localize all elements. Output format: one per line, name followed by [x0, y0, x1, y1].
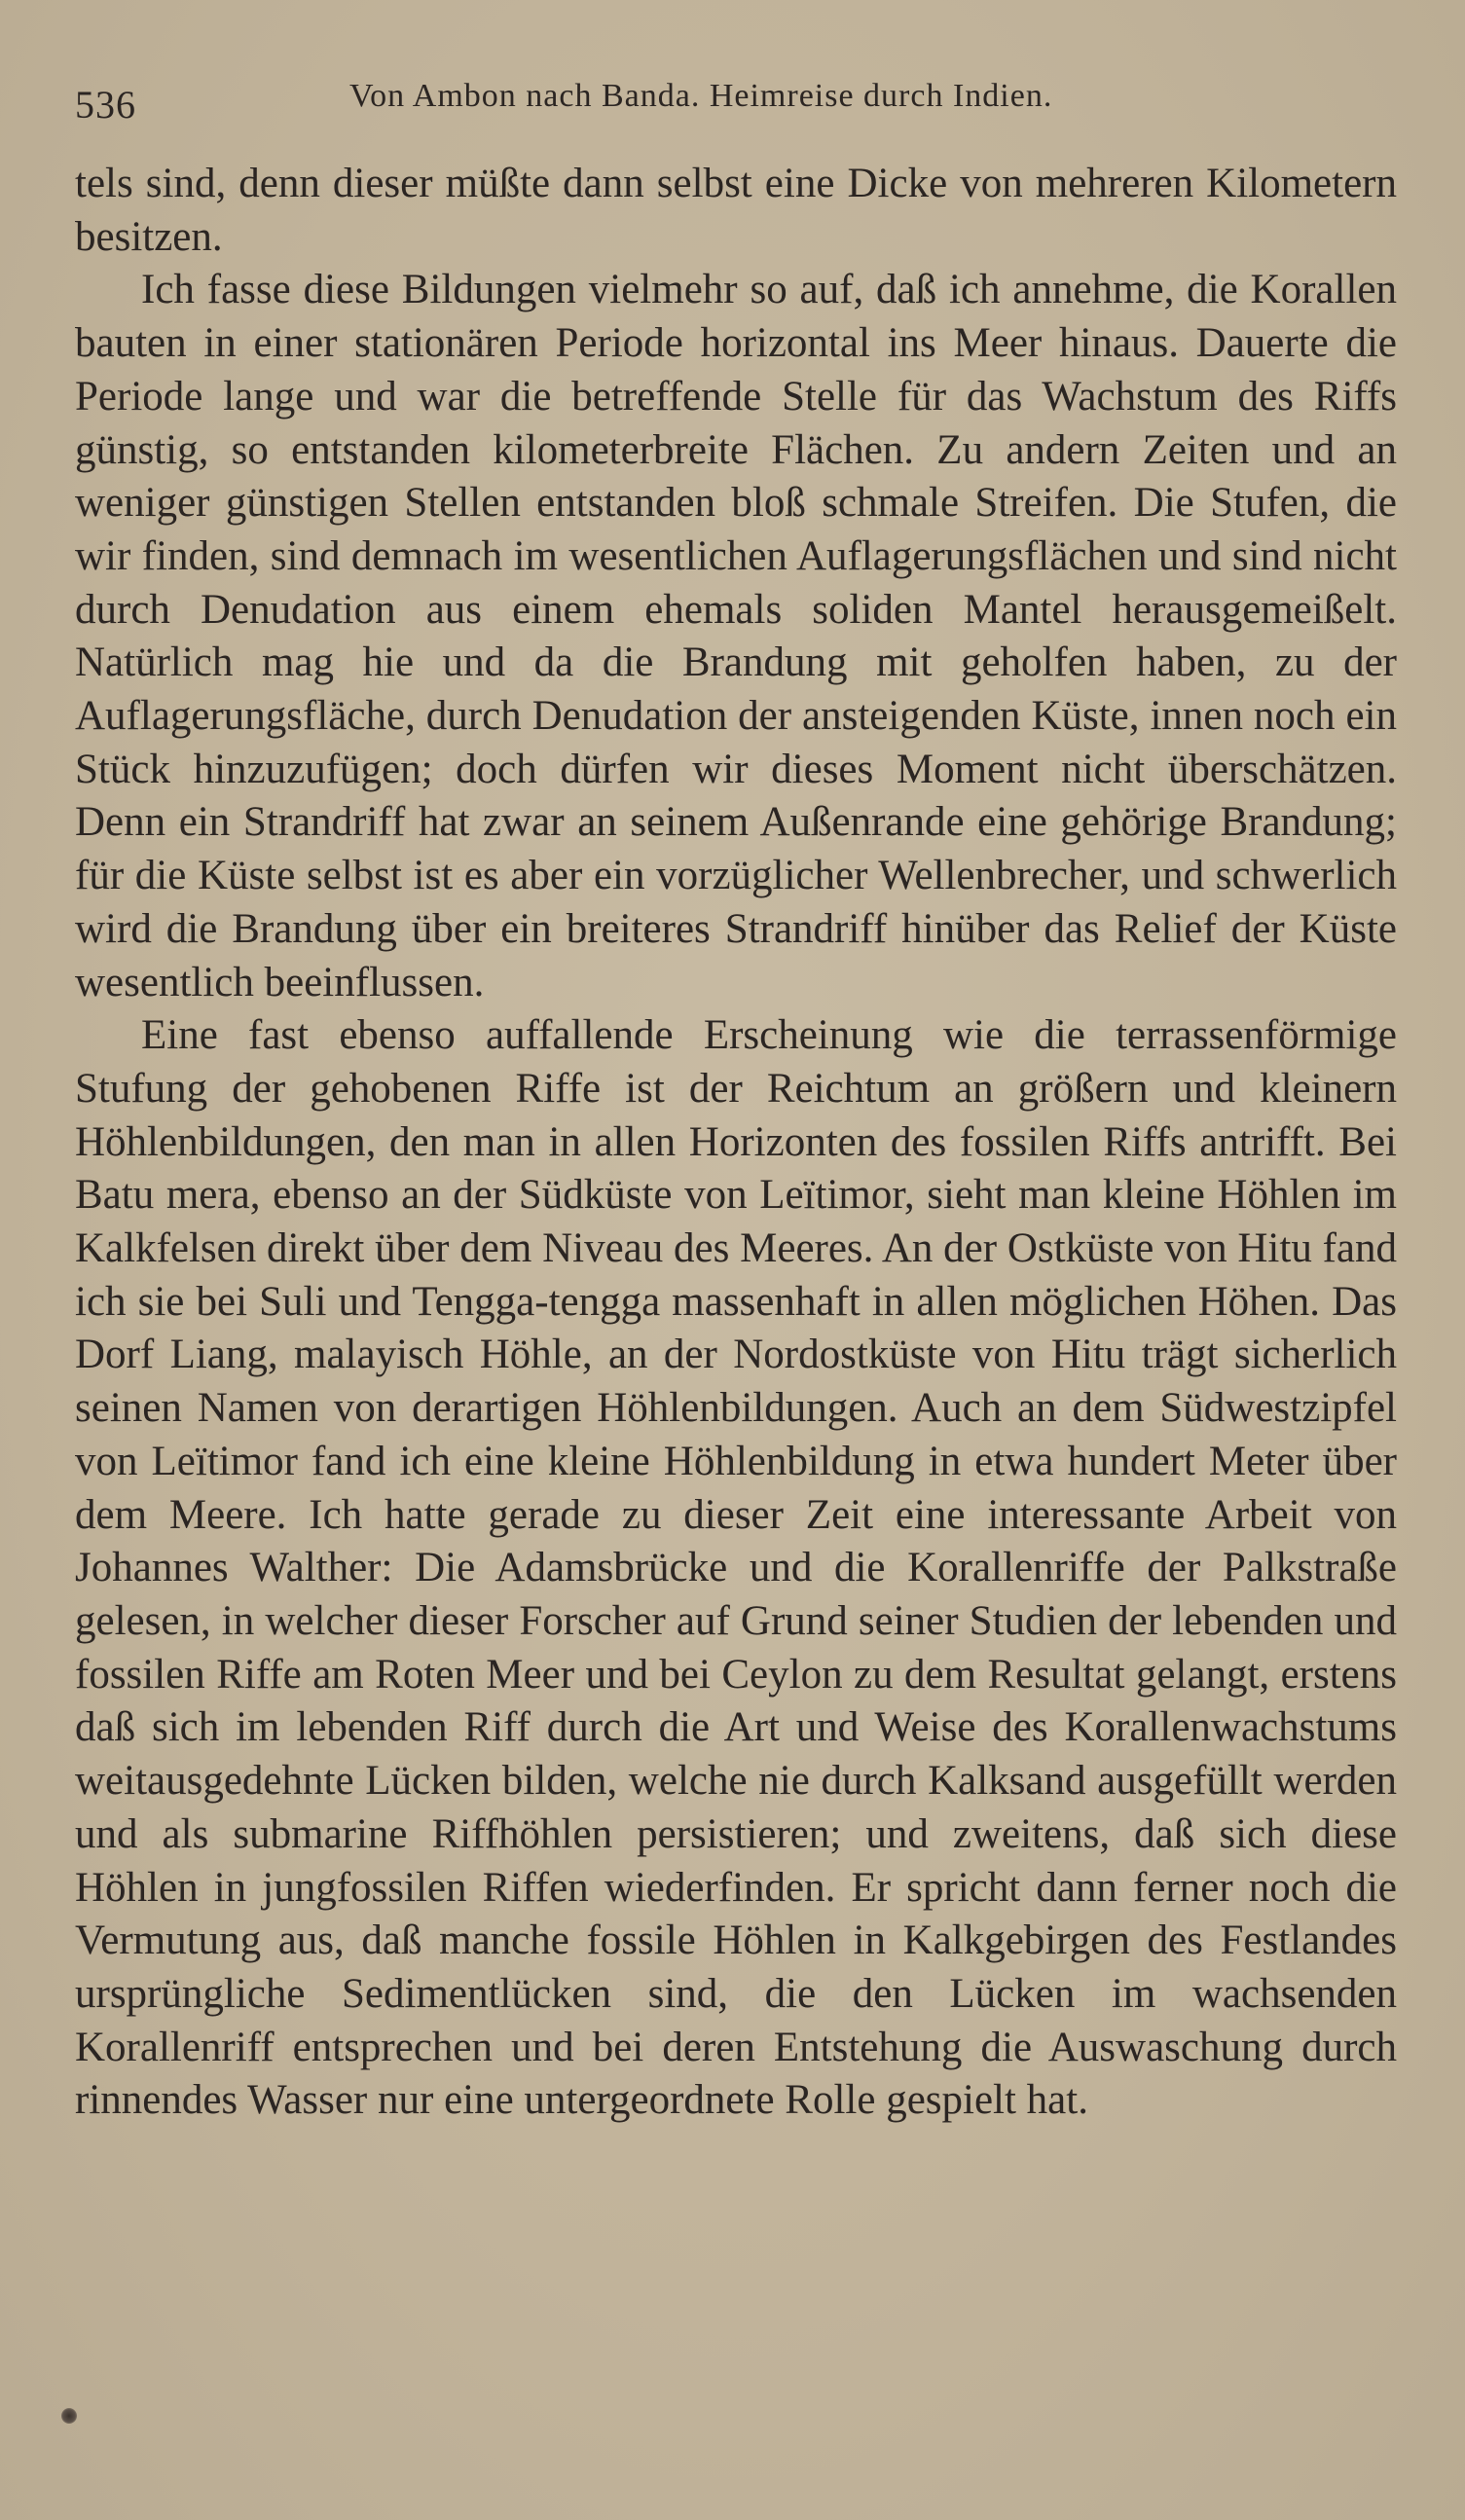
body-text: [75, 158, 1397, 2128]
paragraph-continuation: tels sind, denn dieser müßte dann selbst eine Dicke von mehreren Kilometern besitzen.: [75, 161, 1397, 260]
page-number: 536: [75, 83, 136, 127]
running-title: Von Ambon nach Banda. Heimreise durch Indien.: [349, 78, 1053, 114]
running-head: [75, 70, 1379, 127]
paragraph-cave-formation: Eine fast ebenso auffallende Erscheinung wie die terrassenförmige Stufung der gehobenen Riffe ist der Reichtum an größern und kleinern Höhlenbildungen, den man in allen Horizonten des fossilen Riffs antrifft. Bei Batu mera, ebenso an der Südküste von Leïtimor, sieht man kleine Höhlen im Kalkfelsen direkt über dem Niveau des Meeres. An der Ostküste von Hitu fand ich sie bei Suli und Tengga-tengga massenhaft in allen möglichen Höhen. Das Dorf Liang, malayisch Höhle, an der Nordostküste von Hitu trägt sicherlich seinen Namen von derartigen Höhlenbildungen. Auch an dem Südwestzipfel von Leïtimor fand ich eine kleine Höhlenbildung in etwa hundert Meter über dem Meere. Ich hatte gerade zu dieser Zeit eine interessante Arbeit von Johannes Walther: Die Adamsbrücke und die Korallenriffe der Palkstraße gelesen, in welcher dieser Forscher auf Grund seiner Studien der lebenden und fossilen Riffe am Roten Meer und bei Ceylon zu dem Resultat gelangt, erstens daß sich im lebenden Riff durch die Art und Weise des Korallenwachstums weitausgedehnte Lücken bilden, welche nie durch Kalksand ausgefüllt werden und als submarine Riffhöhlen persistieren; und zweitens, daß sich diese Höhlen in jungfossilen Riffen wiederfinden. Er spricht dann ferner noch die Vermutung aus, daß manche fossile Höhlen in Kalkgebirgen des Festlandes ursprüngliche Sedimentlücken sind, die den Lücken im wachsenden Korallenriff entsprechen und bei deren Entstehung die Auswaschung durch rinnendes Wasser nur eine untergeordnete Rolle gespielt hat.: [75, 1012, 1397, 2124]
paragraph-terrace-formation: Ich fasse diese Bildungen vielmehr so auf, daß ich annehme, die Korallen bauten in einer stationären Periode horizontal ins Meer hinaus. Dauerte die Periode lange und war die betreffende Stelle für das Wachstum des Riffs günstig, so entstanden kilometerbreite Flächen. Zu andern Zeiten und an weniger günstigen Stellen entstanden bloß schmale Streifen. Die Stufen, die wir finden, sind demnach im wesentlichen Auflagerungsflächen und sind nicht durch Denudation aus einem ehemals soliden Mantel herausgemeißelt. Natürlich mag hie und da die Brandung mit geholfen haben, zu der Auflagerungsfläche, durch Denudation der ansteigenden Küste, innen noch ein Stück hinzuzufügen; doch dürfen wir dieses Moment nicht überschätzen. Denn ein Strandriff hat zwar an seinem Außenrande eine gehörige Brandung; für die Küste selbst ist es aber ein vorzüglicher Wellenbrecher, und schwerlich wird die Brandung über ein breiteres Strandriff hinüber das Relief der Küste wesentlich beeinflussen.: [75, 267, 1397, 1005]
ink-smudge: [61, 2408, 77, 2424]
